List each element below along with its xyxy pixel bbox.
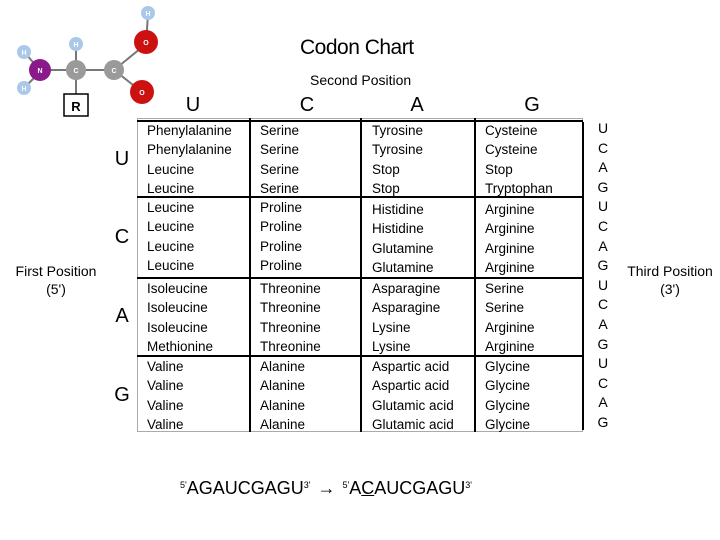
svg-text:O: O [139,90,145,97]
column-header-g: G [524,94,540,116]
svg-text:H: H [21,86,27,93]
amino-acid: Cysteine [485,123,538,138]
amino-acid: Proline [260,238,303,254]
table-divider [582,122,584,430]
amino-acid: Alanine [260,359,306,374]
amino-acid: Tyrosine [372,123,424,138]
three-prime-label: 3' [465,480,473,490]
third-letter: A [598,315,608,332]
amino-acid: Arginine [485,202,535,217]
amino-acid: Aspartic acid [372,359,450,374]
codon-cell-gc [260,357,305,435]
amino-acid: Aspartic acid [372,378,450,394]
mutated-sequence-rest: AUCGAGU [374,478,466,498]
table-divider [360,118,362,432]
amino-acid: Stop [485,161,513,177]
column-header-c: C [299,94,315,116]
third-letter: G [597,178,609,195]
amino-acid: Glutamic acid [372,397,454,413]
amino-acid: Arginine [485,339,535,355]
amino-acid: Asparagine [372,281,441,296]
third-letter: G [597,413,609,430]
amino-acid: Alanine [260,378,306,394]
codon-cell-au [147,279,213,357]
codon-cell-uu [147,121,232,199]
third-letter: A [598,237,608,254]
amino-acid: Glycine [485,397,531,413]
amino-acid: Tyrosine [372,142,424,158]
amino-acid: Tryptophan [485,181,553,197]
amino-acid: Proline [260,200,303,215]
amino-acid: Stop [372,161,400,177]
amino-acid: Arginine [485,319,535,335]
codon-cell-ag [485,279,535,357]
chart-title: Codon Chart [300,36,414,59]
third-letter: U [597,120,609,136]
amino-acid: Valine [147,359,184,374]
amino-acid: Glutamine [372,260,434,276]
svg-text:C: C [73,68,79,75]
amino-acid: Glycine [485,417,531,433]
third-position-label [620,262,720,298]
codon-cell-uc [260,121,299,199]
amino-acid: Serine [485,281,525,296]
amino-acid: Stop [372,181,400,197]
five-prime-label: 5' [180,480,187,490]
third-letter: U [597,355,609,372]
amino-acid: Leucine [147,200,195,215]
three-prime-label: 3' [303,480,311,490]
codon-cell-aa [372,279,440,357]
amino-acid: Serine [260,142,300,158]
first-position-title: First Position [15,263,97,279]
amino-acid: Threonine [260,300,321,316]
codon-cell-ga [372,357,454,435]
amino-acid: Valine [147,378,184,394]
amino-acid: Serine [260,161,300,177]
row-header-g: G [114,384,130,406]
third-letter: G [597,335,609,352]
mutation-equation [180,478,472,499]
codon-cell-cu [147,198,194,276]
third-position-title: Third Position [627,263,713,279]
amino-acid: Glutamine [372,240,434,256]
second-position-label: Second Position [310,72,412,88]
amino-acid: Threonine [260,319,321,335]
amino-acid: Glycine [485,378,531,394]
svg-text:H: H [73,42,79,49]
codon-cell-cc [260,198,302,276]
third-letter: U [597,198,609,215]
amino-acid: Histidine [372,202,424,217]
svg-text:N: N [37,68,43,75]
amino-acid: Isoleucine [147,281,208,296]
amino-acid: Isoleucine [147,319,208,335]
amino-acid: Phenylalanine [147,142,232,158]
codon-cell-ca [372,200,434,278]
codon-cell-ug [485,121,553,199]
codon-cell-ua [372,121,423,199]
codon-cell-gu [147,357,184,435]
row-header-u: U [114,148,130,170]
third-letter: C [597,374,609,391]
first-position-direction: (5') [46,281,66,297]
table-divider [249,118,251,432]
third-letter: C [597,296,609,313]
amino-acid: Serine [260,181,300,197]
amino-acid: Proline [260,219,303,235]
third-letter: C [597,217,609,234]
amino-acid: Lysine [372,339,411,355]
amino-acid: Leucine [147,238,195,254]
codon-cell-ac [260,279,321,357]
amino-acid: Glutamic acid [372,417,454,433]
third-letter: A [598,159,608,176]
amino-acid: Serine [260,123,300,138]
row-header-c: C [114,226,130,248]
amino-acid: Lysine [372,319,411,335]
third-letter: C [597,139,609,156]
third-letter: G [597,257,609,274]
row-header-a: A [115,305,129,327]
amino-acid: Histidine [372,221,424,237]
amino-acid: Phenylalanine [147,123,232,138]
five-prime-label: 5' [342,480,350,490]
mutated-base: C [361,478,375,498]
amino-acid: Alanine [260,417,306,433]
svg-text:C: C [111,68,117,75]
arrow-icon: → [317,478,336,498]
mutated-sequence-start: A [349,478,362,498]
amino-acid: Leucine [147,181,195,197]
amino-acid: Threonine [260,281,321,296]
amino-acid: Arginine [485,240,535,256]
amino-acid: Methionine [147,339,214,355]
amino-acid: Asparagine [372,300,441,316]
svg-text:H: H [145,11,151,18]
codon-cell-cg [485,200,535,278]
amino-acid: Arginine [485,260,535,276]
amino-acid: Glycine [485,359,531,374]
amino-acid: Leucine [147,258,195,274]
third-position-direction: (3') [660,281,680,297]
svg-text:O: O [143,40,149,47]
amino-acid: Leucine [147,219,195,235]
amino-acid: Serine [485,300,525,316]
amino-acid: Isoleucine [147,300,208,316]
third-letter: U [597,276,609,293]
svg-text:H: H [21,50,27,57]
amino-acid: Valine [147,397,184,413]
amino-acid: Valine [147,417,184,433]
r-group-label: R [71,99,81,114]
amino-acid: Cysteine [485,142,538,158]
original-sequence: AGAUCGAGU [186,478,304,498]
amino-acid: Leucine [147,161,195,177]
codon-cell-gg [485,357,530,435]
amino-acid-molecule [0,0,170,120]
amino-acid: Arginine [485,221,535,237]
first-position-label [8,262,104,298]
third-letter: A [598,394,608,411]
column-header-a: A [410,94,424,116]
third-position-letters [593,119,613,433]
amino-acid: Proline [260,258,303,274]
table-divider [474,118,476,432]
amino-acid: Threonine [260,339,321,355]
column-header-u: U [185,94,201,116]
amino-acid: Alanine [260,397,306,413]
